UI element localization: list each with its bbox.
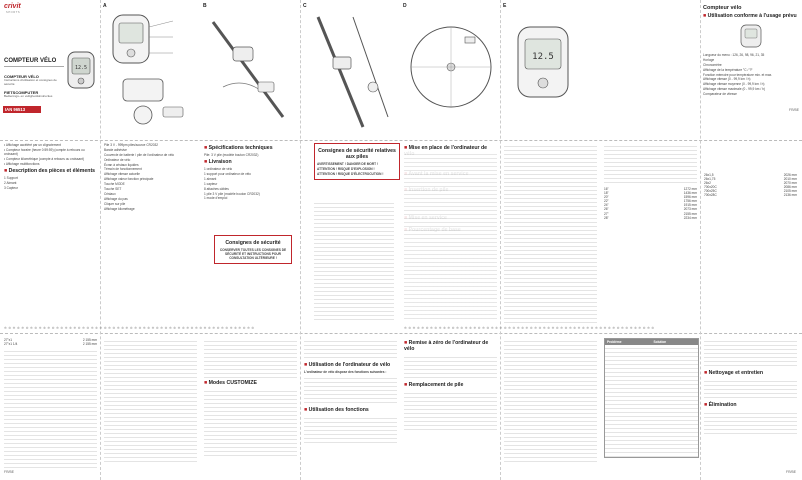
heading-compteur: Compteur vélo [703,5,742,11]
usage-item: Chronomètre [703,62,722,67]
heading-disposal: ■ Élimination [704,402,737,408]
bottom-col-3 [204,338,297,458]
brand-logo: crivit [4,3,21,10]
figure-label-a: A [103,3,107,9]
figure-c [303,3,398,137]
heading-cleaning: ■ Nettoyage et entretien [704,370,764,376]
bottom-col-2 [104,338,197,464]
heading-reset: ■ Remise à zéro de l'ordinateur de vélo [404,340,489,352]
mid-col-1: • Affichage accéléré par un clignotement • Compteur horaire (heure 0:59:59) (compte à rebours ou croissant) • Compteur kilométrique (compte à rebours ou croissant) • Affichage multifonctions ■ Description des pièces et éléments 1 Support 2 Aimant 3 Capteur [4,143,96,190]
usage-item: Horloge [703,57,715,62]
figure-b [203,3,298,137]
figure-a [103,3,198,137]
cover-title-fr: COMPTEUR VÉLO [4,74,39,79]
bottom-col-1: 27"x1 2 155 mm 27"x1 1/4 2 155 mm [4,338,97,468]
mid-col-2: Pile 3 V - 999pm piles/source CR2032 Bande adhésive Couvercle de batterie / pile de l'ordinateur de vélo Ordinateur de vélo Écran à cristaux liquides Témoin de fonctionnement Affichage vitesse actuelle Affichage valeur fonction principale Touche MODE Touche SET Cristaux Affichage du pas Cliquer sur pile Affichage kilométrage [104,143,175,211]
usage-item: Fonction mémoire pour température min. et max. [703,72,773,77]
figure-d [403,3,498,137]
bottom-col-6 [504,338,597,464]
page-footer-left: FR/BE [4,470,14,474]
text-block-filler-4 [314,200,394,320]
usage-item: Affichage vitesse moyenne (0 - 99,9 km / h) [703,82,765,87]
fold-line-v3 [500,0,501,480]
svg-text:12.5: 12.5 [74,65,88,71]
figure-e [503,3,598,137]
usage-item: Comparateur de vitesse [703,92,737,97]
text-block-filler-6 [504,143,597,323]
fold-line-horizontal [0,140,802,141]
page-footer-right: FR/BE [786,470,796,474]
usage-item: Affichage de la température °C / °F [703,67,753,72]
cover-subtitle-fr: Instructions d'utilisation et consignes de sécurité [4,78,57,86]
brand-sub: SPORTS [6,11,21,14]
cover-device-image [66,50,96,90]
wheel-size-table-2: 26x1,5 2026 mm 26x1,75 2010 mm 26x2 2070 mm 700x20C 2086 mm 700x25C 2105 mm 700x28C 2136 mm [704,173,797,198]
usage-item: Affichage vitesse (0 - 99,9 km / h) [703,77,751,82]
bottom-col-5 [404,338,497,430]
heading-customize: ■ Modes CUSTOMIZE [204,380,257,386]
usage-item: Longueur du menu : 126, 26, 98, 96, 21, 35 [703,53,765,57]
mid-col-3: ■ Spécifications techniques Pile: 3 V pile (modèle bouton CR2032) ■ Livraison 1 ordinateur de vélo 1 support pour ordinateur de vélo 1 aimant 1 capteur 8 attaches câbles 1 pile 3 V pile (modèle bouton CR2032) 1 mode d'emploi Consignes de sécurité CONSERVER TOUTES LES CONSIGNES DE SÉCURITÉ ET INSTRUCTIONS POUR CONSULTATION ULTÉRIEURE ! [204,143,297,201]
figure-label-e: E [503,3,507,9]
heading-functions: ■ Utilisation des fonctions [304,406,369,413]
heading-mounting: ■ Mise en place de l'ordinateur de [404,145,488,151]
page-footer-top-right: FR/BE [789,108,799,112]
fold-line-v1 [100,0,101,480]
usage-item: Affichage vitesse maximale (0 - 99,9 km / h) [703,87,765,92]
battery-safety-box: Consignes de sécurité relatives aux piles AVERTISSEMENT ! DANGER DE MORT ! ATTENTION ! RISQUE D'EXPLOSION ! ATTENTION ! RISQUE D'ÉLECTROCUTION ! [314,143,400,180]
heading-parts: ■ Description des pièces et éléments [4,167,96,174]
figure-label-b: B [203,3,207,9]
compteur-device-icon [703,23,799,49]
safety-box: Consignes de sécurité CONSERVER TOUTES LES CONSIGNES DE SÉCURITÉ ET INSTRUCTIONS POUR CONSULTATION ULTÉRIEURE ! [214,235,292,264]
figure-label-c: C [303,3,307,9]
panel-compteur [703,3,799,112]
fold-line-v2 [300,0,301,480]
heading-usage: ■ Utilisation conforme à l'usage prévu [703,13,797,19]
figure-label-d: D [403,3,407,9]
cover-title-nl: FIETSCOMPUTER [4,90,39,95]
bottom-col-8 [704,338,797,436]
heading-delivery: ■ Livraison [204,159,232,166]
symbol-band-left: ⊕⊗⊕⊗⊕⊗⊕⊗⊕⊗⊕⊗⊕⊗⊕⊗⊕⊗⊕⊗⊕⊗⊕⊗⊕⊗⊕⊗⊕⊗⊕⊗⊕⊗⊕⊗⊕⊗⊕⊗⊕⊗⊕⊗⊕⊗⊕⊗⊕⊗⊕⊗⊕⊗⊕⊗⊕⊗ [4,326,256,330]
troubleshoot-table [604,338,699,458]
ian-badge: IAN 96513 [3,106,41,113]
heading-replace-battery: ■ Remplacement de pile [404,382,464,388]
cover-title: COMPTEUR VÉLO [4,58,57,64]
usage-list [703,53,799,96]
fold-line-horizontal-2 [0,333,802,334]
bottom-col-4: ■ Utilisation de l'ordinateur de vélo L'ordinateur de vélo dispose des fonctions suivantes : ■ Utilisation des fonctions [304,338,397,445]
wheel-size-table: 16" 1272 mm 18" 1436 mm 20" 1596 mm 22" 1756 mm 24" 1915 mm 26" 2073 mm 27" 2155 mm 28" 2234 mm [604,187,697,220]
text-block-filler-5 [404,151,497,321]
table-header-problem: Problème [607,340,622,344]
text-block-filler-7 [604,143,697,183]
svg-text:12.5: 12.5 [532,52,554,62]
symbol-band-right: ⊕⊗⊕⊗⊕⊗⊕⊗⊕⊗⊕⊗⊕⊗⊕⊗⊕⊗⊕⊗⊕⊗⊕⊗⊕⊗⊕⊗⊕⊗⊕⊗⊕⊗⊕⊗⊕⊗⊕⊗⊕⊗⊕⊗⊕⊗⊕⊗⊕⊗⊕⊗⊕⊗⊕⊗⊕⊗ [404,326,656,330]
heading-use: ■ Utilisation de l'ordinateur de vélo [304,362,391,368]
cover-subtitle-nl: Bedienings- en veiligheidsinstructies [4,94,53,98]
mid-col-7 [704,143,797,198]
table-header-solution: Solution [653,340,667,344]
fold-line-v4 [700,0,701,480]
cover-panel [3,2,97,138]
heading-specs: ■ Spécifications techniques [204,145,273,151]
